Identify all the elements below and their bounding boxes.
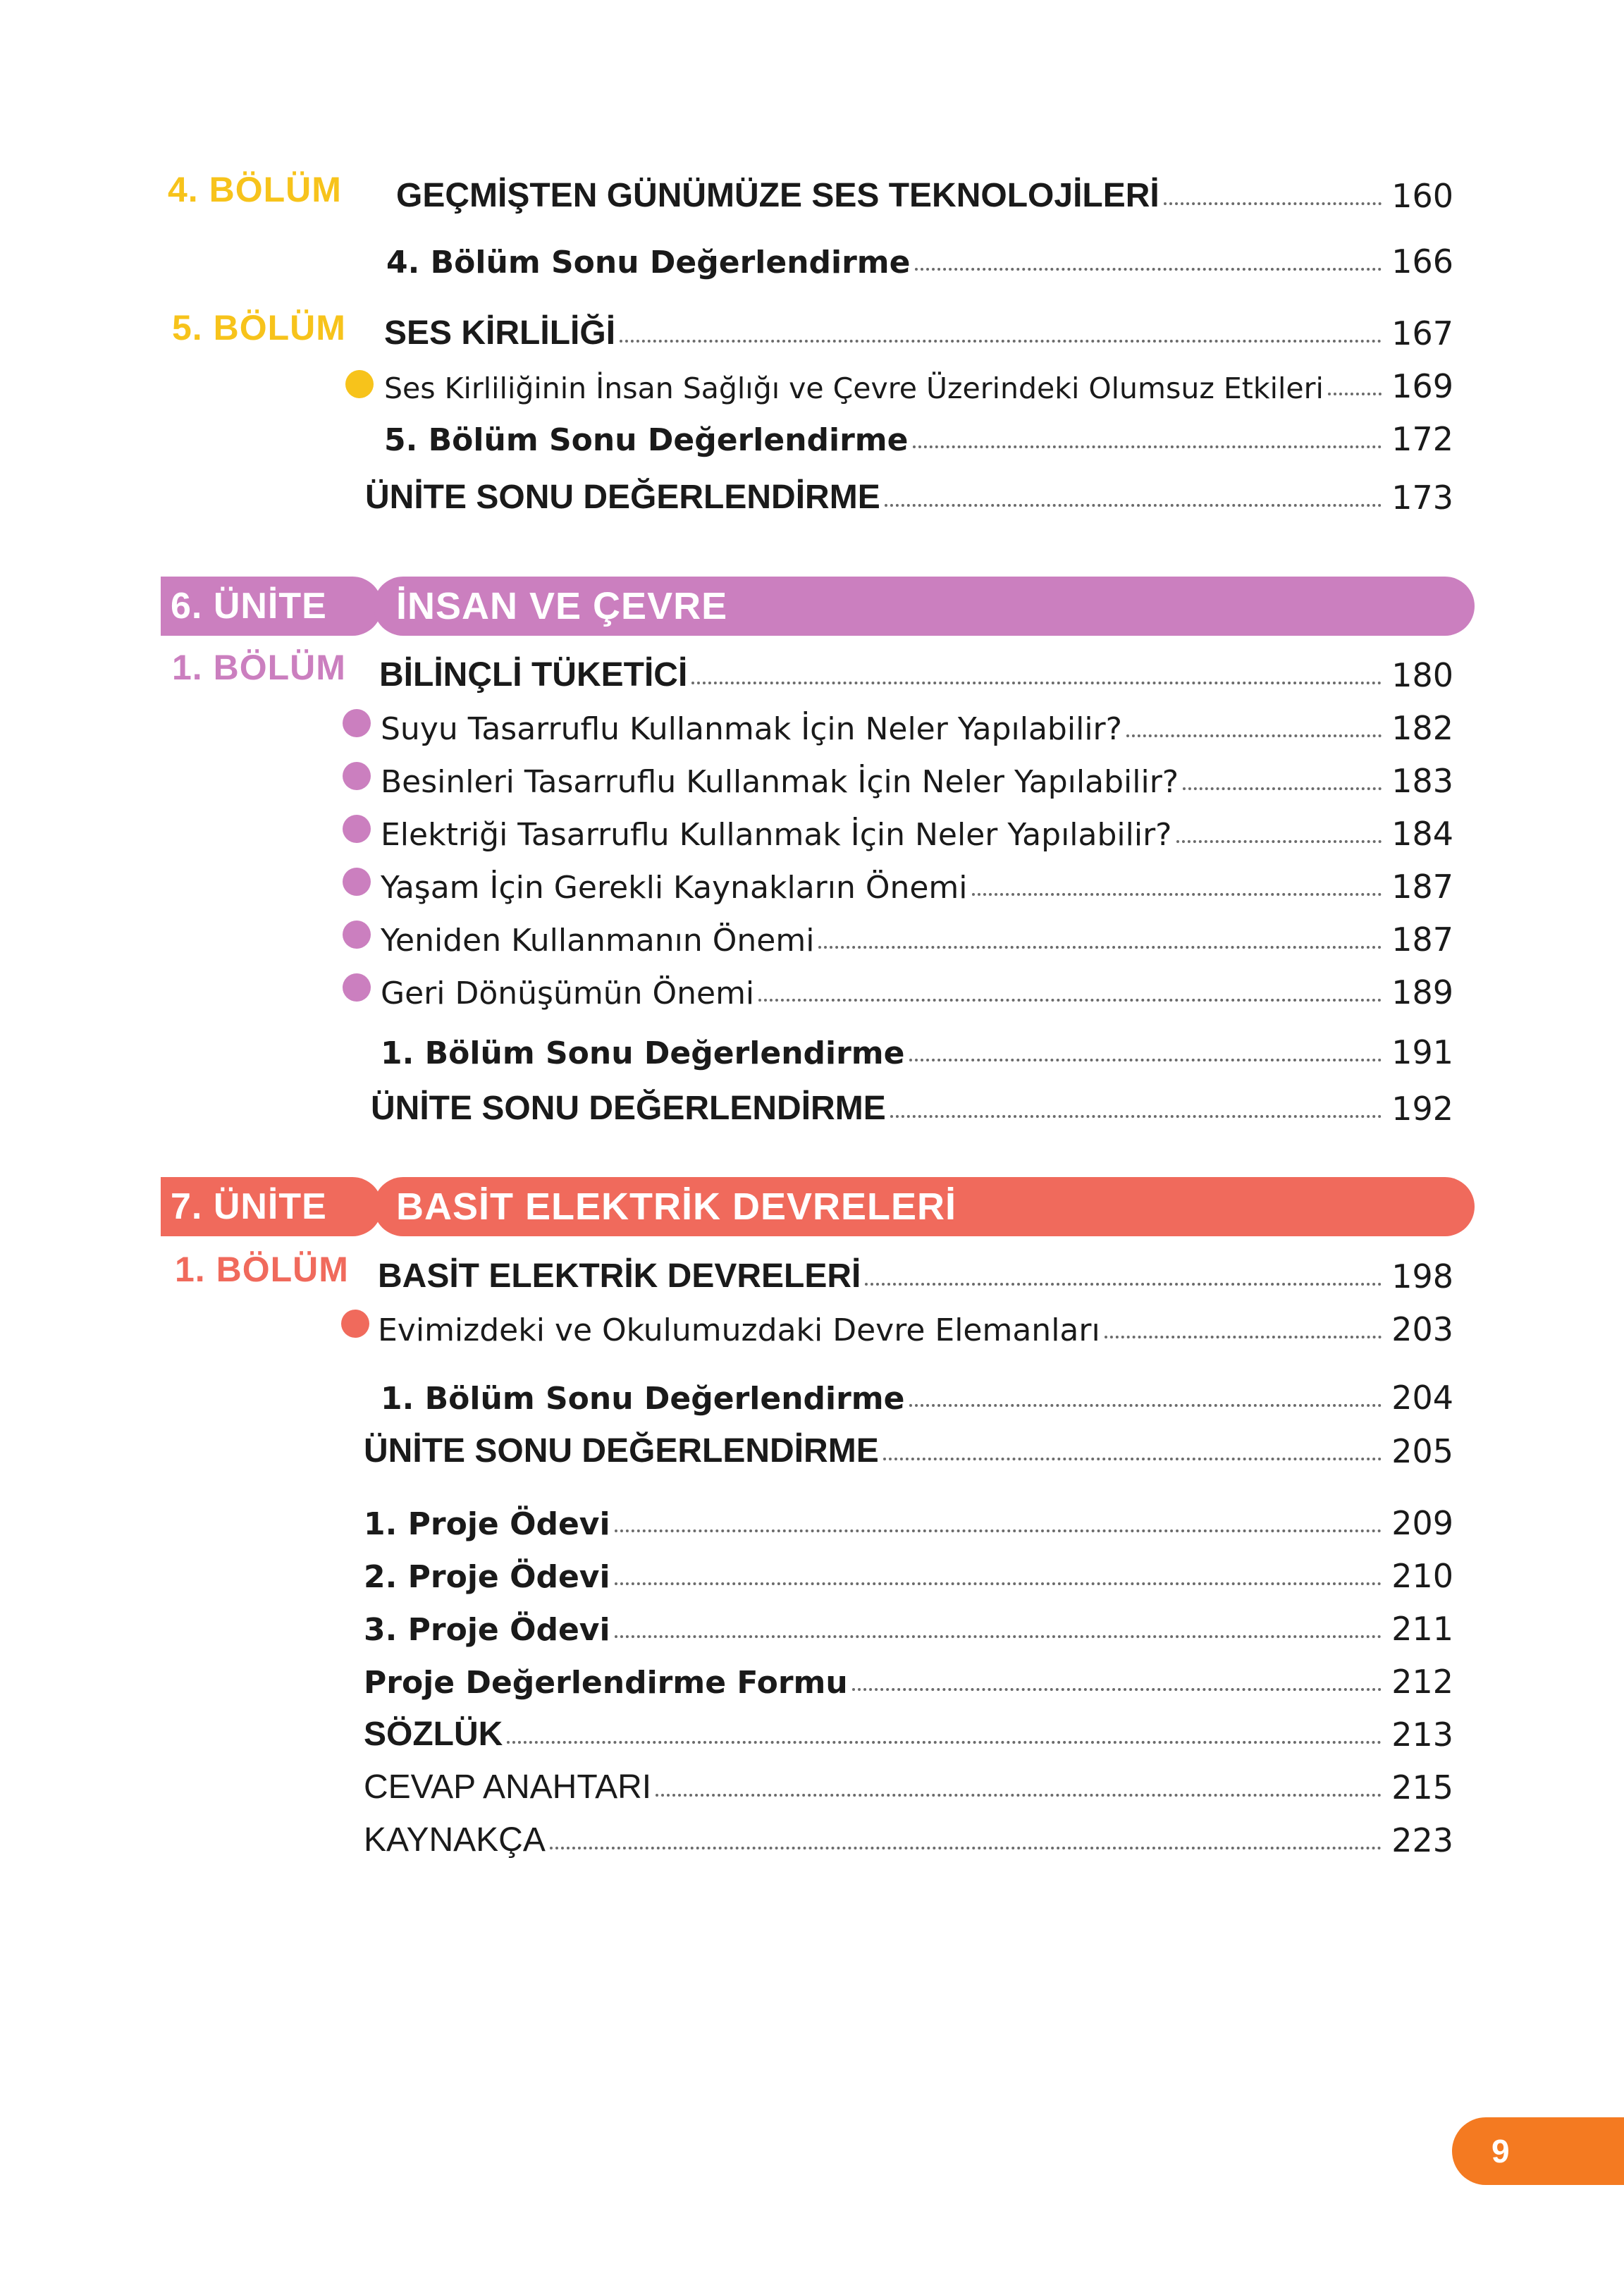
section-5-label: 5. BÖLÜM: [172, 308, 346, 347]
entry-title: SES KİRLİLİĞİ: [384, 314, 616, 352]
page-number: 173: [1391, 479, 1453, 517]
leader-dots: [656, 1794, 1382, 1797]
toc-entry-answer-key[interactable]: [364, 1757, 1453, 1806]
page-number: 211: [1391, 1610, 1453, 1648]
page-number: 180: [1391, 656, 1453, 694]
entry-title: GEÇMİŞTEN GÜNÜMÜZE SES TEKNOLOJİLERİ: [396, 177, 1159, 214]
toc-entry-section-5[interactable]: [384, 303, 1453, 352]
leader-dots: [883, 1458, 1382, 1460]
page-number: 191: [1391, 1033, 1453, 1071]
leader-dots: [620, 340, 1382, 343]
page-number-label: 9: [1491, 2133, 1510, 2169]
page-number: 212: [1391, 1663, 1453, 1701]
entry-title: BASİT ELEKTRİK DEVRELERİ: [378, 1257, 861, 1295]
unit-6-label: 6. ÜNİTE: [161, 577, 382, 636]
leader-dots: [507, 1741, 1382, 1744]
entry-title: 3. Proje Ödevi: [364, 1612, 610, 1648]
page-number: 160: [1391, 177, 1453, 215]
entry-title: Evimizdeki ve Okulumuzdaki Devre Elemanları: [378, 1312, 1100, 1348]
entry-title: ÜNİTE SONU DEĞERLENDİRME: [364, 1432, 879, 1470]
page-number: 192: [1391, 1090, 1453, 1128]
leader-dots: [550, 1847, 1382, 1849]
page-number: 183: [1391, 762, 1453, 800]
entry-title: ÜNİTE SONU DEĞERLENDİRME: [365, 479, 880, 516]
toc-entry-unit-6-section-eval[interactable]: [381, 1022, 1453, 1071]
toc-topic-row[interactable]: [381, 856, 1453, 906]
unit-7-section-1-label: 1. BÖLÜM: [175, 1250, 349, 1289]
entry-title: BİLİNÇLİ TÜKETİCİ: [379, 656, 688, 694]
entry-title: Ses Kirliliğinin İnsan Sağlığı ve Çevre Üzerindeki Olumsuz Etkileri: [384, 371, 1324, 405]
page-number: 189: [1391, 973, 1453, 1011]
toc-entry-section-5-eval[interactable]: [384, 409, 1453, 458]
leader-dots: [885, 504, 1382, 507]
toc-entry-project-evaluation-form[interactable]: [364, 1651, 1453, 1701]
entry-title: ÜNİTE SONU DEĞERLENDİRME: [371, 1090, 886, 1127]
page-number: 210: [1391, 1557, 1453, 1595]
leader-dots: [1105, 1336, 1382, 1338]
entry-title: Geri Dönüşümün Önemi: [381, 975, 755, 1011]
leader-dots: [1176, 840, 1382, 843]
page-number: 187: [1391, 921, 1453, 959]
yellow-bullet-icon: [345, 370, 374, 398]
toc-topic-circuit-elements[interactable]: [378, 1299, 1453, 1348]
leader-dots: [1183, 787, 1382, 790]
entry-title: KAYNAKÇA: [364, 1821, 546, 1859]
entry-title: Proje Değerlendirme Formu: [364, 1665, 848, 1701]
page-number: 182: [1391, 709, 1453, 747]
entry-title: 1. Bölüm Sonu Değerlendirme: [381, 1035, 905, 1071]
page-number: 187: [1391, 868, 1453, 906]
toc-entry-noise-pollution-effects[interactable]: [384, 356, 1453, 405]
page-number: 166: [1391, 242, 1453, 281]
page-number: 169: [1391, 367, 1453, 405]
toc-entry-unit-6-eval[interactable]: [371, 1078, 1453, 1128]
entry-title: Besinleri Tasarruflu Kullanmak İçin Neler Yapılabilir?: [381, 764, 1179, 800]
toc-topic-row[interactable]: [381, 804, 1453, 853]
toc-entry-section-4-eval[interactable]: [386, 231, 1453, 281]
page-number: 205: [1391, 1432, 1453, 1470]
page-number: 223: [1391, 1821, 1453, 1859]
toc-entry-unit-7-eval[interactable]: [364, 1421, 1453, 1470]
entry-title: CEVAP ANAHTARI: [364, 1768, 652, 1806]
entry-title: Suyu Tasarruflu Kullanmak İçin Neler Yapılabilir?: [381, 711, 1122, 747]
unit-7-title: BASİT ELEKTRİK DEVRELERİ: [374, 1177, 1475, 1236]
toc-topic-row[interactable]: [381, 698, 1453, 747]
leader-dots: [915, 268, 1382, 271]
page-number: 184: [1391, 815, 1453, 853]
page-number: 198: [1391, 1257, 1453, 1295]
leader-dots: [865, 1283, 1382, 1286]
entry-title: Yeniden Kullanmanın Önemi: [381, 923, 815, 959]
purple-bullet-icon: [343, 973, 371, 1002]
coral-bullet-icon: [341, 1310, 369, 1338]
entry-title: 1. Bölüm Sonu Değerlendirme: [381, 1381, 905, 1417]
leader-dots: [615, 1635, 1382, 1638]
leader-dots: [691, 682, 1382, 684]
leader-dots: [1126, 734, 1382, 737]
unit-6-title: İNSAN VE ÇEVRE: [374, 577, 1475, 636]
leader-dots: [852, 1688, 1382, 1691]
entry-title: Yaşam İçin Gerekli Kaynakların Önemi: [381, 870, 968, 906]
entry-title: 1. Proje Ödevi: [364, 1506, 610, 1542]
entry-title: SÖZLÜK: [364, 1716, 503, 1753]
purple-bullet-icon: [343, 868, 371, 896]
purple-bullet-icon: [343, 815, 371, 843]
toc-entry-simple-circuits[interactable]: [378, 1246, 1453, 1295]
section-4-label: 4. BÖLÜM: [168, 170, 342, 209]
leader-dots: [615, 1582, 1382, 1585]
entry-title: 5. Bölüm Sonu Değerlendirme: [384, 422, 909, 458]
page-number: 204: [1391, 1379, 1453, 1417]
toc-entry-section-4[interactable]: [396, 166, 1453, 215]
toc-topic-row[interactable]: [381, 962, 1453, 1011]
purple-bullet-icon: [343, 762, 371, 790]
unit-6-section-1-label: 1. BÖLÜM: [172, 648, 346, 687]
page-number: 213: [1391, 1716, 1453, 1754]
leader-dots: [615, 1529, 1382, 1532]
toc-entry-unit-5-eval[interactable]: [365, 467, 1453, 517]
leader-dots: [913, 445, 1382, 448]
leader-dots: [890, 1115, 1382, 1118]
page-number: 215: [1391, 1768, 1453, 1806]
entry-title: 4. Bölüm Sonu Değerlendirme: [386, 245, 911, 281]
toc-entry-project-2[interactable]: [364, 1546, 1453, 1595]
page-number: 209: [1391, 1504, 1453, 1542]
leader-dots: [758, 999, 1382, 1002]
page-number: 172: [1391, 420, 1453, 458]
entry-title: 2. Proje Ödevi: [364, 1559, 610, 1595]
page-number: 203: [1391, 1310, 1453, 1348]
purple-bullet-icon: [343, 921, 371, 949]
leader-dots: [909, 1404, 1382, 1407]
toc-entry-glossary[interactable]: [364, 1704, 1453, 1754]
leader-dots: [818, 946, 1382, 949]
page-number: 167: [1391, 314, 1453, 352]
entry-title: Elektriği Tasarruflu Kullanmak İçin Neler Yapılabilir?: [381, 817, 1172, 853]
leader-dots: [972, 893, 1382, 896]
toc-entry-bibliography[interactable]: [364, 1810, 1453, 1859]
toc-entry-unit-7-section-eval[interactable]: [381, 1367, 1453, 1417]
toc-topic-row[interactable]: [381, 751, 1453, 800]
toc-topic-row[interactable]: [381, 909, 1453, 959]
page-number-tab: [1452, 2117, 1624, 2185]
purple-bullet-icon: [343, 709, 371, 737]
toc-entry-project-3[interactable]: [364, 1599, 1453, 1648]
toc-entry-conscious-consumer[interactable]: [379, 645, 1453, 694]
leader-dots: [1164, 202, 1382, 205]
unit-7-label: 7. ÜNİTE: [161, 1177, 382, 1236]
leader-dots: [1328, 393, 1382, 395]
leader-dots: [909, 1059, 1382, 1061]
toc-entry-project-1[interactable]: [364, 1493, 1453, 1542]
